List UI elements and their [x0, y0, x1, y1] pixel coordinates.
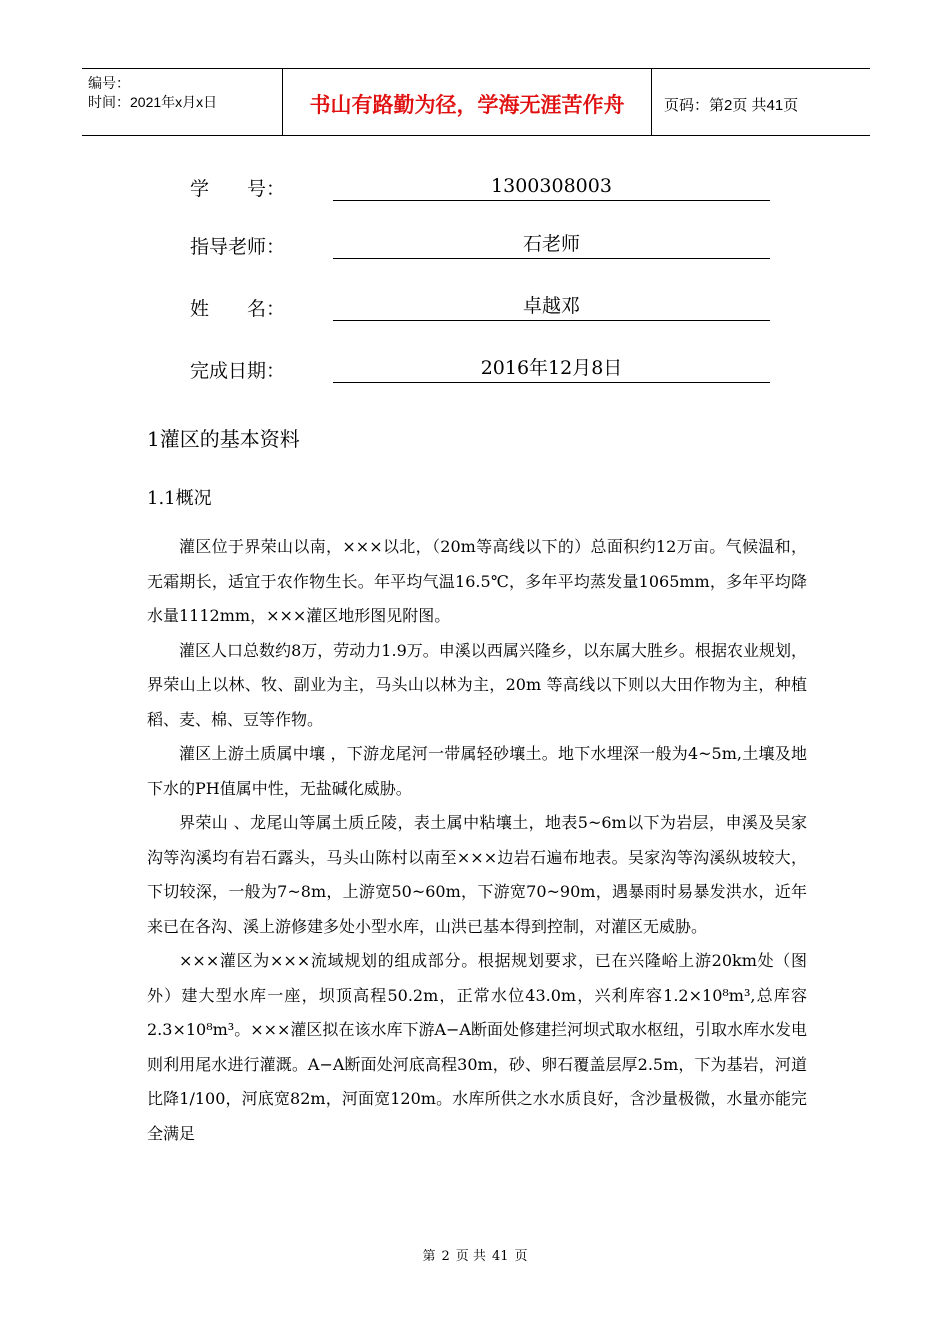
- header-motto: 书山有路勤为径，学海无涯苦作舟: [282, 69, 652, 135]
- footer-suffix: 页: [514, 1249, 528, 1264]
- header-meta: [82, 69, 282, 135]
- field-completion-date: [190, 352, 770, 386]
- field-label: 学 号：: [190, 178, 286, 200]
- page-header: [82, 68, 870, 136]
- field-label: 指导老师：: [190, 236, 286, 258]
- field-label: 姓 名：: [190, 298, 286, 320]
- field-advisor: [190, 228, 770, 262]
- field-value: 1300308003: [333, 170, 770, 201]
- field-value: 石老师: [333, 228, 770, 259]
- footer-prefix: 第: [422, 1249, 436, 1264]
- footer-total: 41: [491, 1249, 509, 1264]
- footer-page: 2: [441, 1249, 450, 1264]
- header-page-info: 页码：第2页 共41页: [664, 96, 799, 114]
- field-label: 完成日期：: [190, 360, 286, 382]
- paragraph: 界荣山 、龙尾山等属土质丘陵，表土属中粘壤土，地表5~6m以下为岩层，申溪及吴家沟等沟溪均有岩石露头，马头山陈村以南至×××边岩石遍布地表。吴家沟等沟溪纵坡较大，下切较深，一般为7~8m，上游宽50~60m，下游宽70~90m，遇暴雨时易暴发洪水，近年来已在各沟、溪上游修建多处小型水库，山洪已基本得到控制，对灌区无威胁。: [147, 813, 807, 936]
- field-student-id: [190, 170, 770, 204]
- paragraph: 灌区人口总数约8万，劳动力1.9万。申溪以西属兴隆乡，以东属大胜乡。根据农业规划，界荣山上以林、牧、副业为主，马头山以林为主，20m 等高线以下则以大田作物为主，种植稻、麦、棉、豆等作物。: [147, 640, 807, 729]
- paragraph: ×××灌区为×××流域规划的组成部分。根据规划要求，已在兴隆峪上游20km处（图外）建大型水库一座，坝顶高程50.2m，正常水位43.0m，兴利库容1.2×10⁸m³,总库容2.3×10⁸m³。×××灌区拟在该水库下游A−A断面处修建拦河坝式取水枢纽，引取水库水发电则利用尾水进行灌溉。A−A断面处河底高程30m，砂、卵石覆盖层厚2.5m，下为基岩，河道比降1/100，河底宽82m，河面宽120m。水库所供之水水质良好，含沙量极微，水量亦能完全满足: [147, 951, 807, 1143]
- field-value: 卓越邓: [333, 290, 770, 321]
- paragraph: 灌区位于界荣山以南，×××以北，（20m等高线以下的）总面积约12万亩。气候温和，无霜期长，适宜于农作物生长。年平均气温16.5℃，多年平均蒸发量1065mm，多年平均降水量1112mm，×××灌区地形图见附图。: [147, 537, 807, 625]
- header-time: 时间：2021年x月x日: [88, 94, 218, 110]
- footer-mid: 页 共: [455, 1249, 486, 1264]
- section-title: 1灌区的基本资料: [147, 427, 300, 451]
- subsection-title: 1.1概况: [147, 488, 212, 509]
- page-footer: [0, 1245, 950, 1264]
- field-value: 2016年12月8日: [333, 352, 770, 383]
- field-name: [190, 290, 770, 324]
- body-text: [147, 530, 807, 1151]
- header-number: 编号：: [88, 75, 130, 91]
- paragraph: 灌区上游土质属中壤 ，下游龙尾河一带属轻砂壤土。地下水埋深一般为4~5m,土壤及地下水的PH值属中性，无盐碱化威胁。: [147, 744, 807, 798]
